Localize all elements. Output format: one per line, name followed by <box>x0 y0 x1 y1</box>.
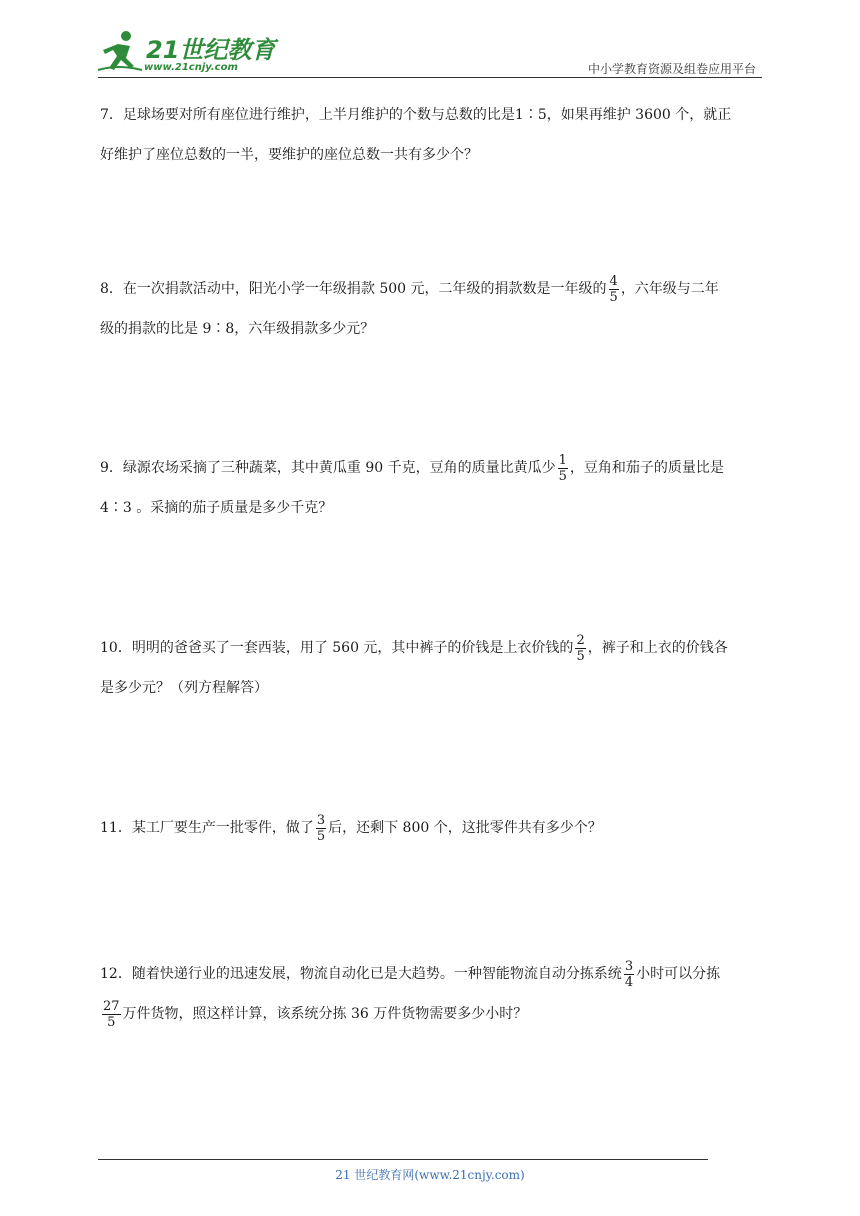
page-header <box>0 0 860 82</box>
question-10-line-1 <box>100 628 764 668</box>
question-12-text-a: 12．随着快递行业的迅速发展，物流自动化已是大趋势。一种智能物流自动分拣系统 <box>100 966 622 982</box>
question-7 <box>100 95 764 175</box>
question-12-text-c: 万件货物，照这样计算，该系统分拣 36 万件货物需要多少小时？ <box>122 1006 528 1022</box>
fraction-numerator: 2 <box>576 632 585 648</box>
header-slogan: 中小学教育资源及组卷应用平台 <box>587 62 756 76</box>
question-11-text-b: 后，还剩下 800 个，这批零件共有多少个？ <box>328 820 602 836</box>
fraction <box>316 813 326 844</box>
fraction-numerator: 4 <box>609 273 618 289</box>
question-11-text-a: 11．某工厂要生产一批零件，做了 <box>100 820 314 836</box>
question-10-text-b: ，裤子和上衣的价钱各 <box>587 640 728 656</box>
fraction-denominator: 5 <box>558 468 567 484</box>
fraction-denominator: 4 <box>624 974 634 990</box>
fraction <box>609 274 619 305</box>
question-9-text-b: ，豆角和茄子的质量比是 <box>569 460 724 476</box>
fraction-denominator: 5 <box>609 289 618 305</box>
runner-logo-icon <box>96 30 146 74</box>
fraction-numerator: 3 <box>316 812 326 828</box>
question-11 <box>100 808 764 848</box>
logo-url: www.21cnjy.com <box>144 62 238 73</box>
question-7-line-1: 7．足球场要对所有座位进行维护，上半月维护的个数与总数的比是1∶5，如果再维护 3600 个，就正 <box>100 107 732 123</box>
question-8-line-1 <box>100 269 764 309</box>
fraction-denominator: 5 <box>316 828 326 844</box>
question-12-line-1 <box>100 954 764 994</box>
footer-divider <box>98 1159 708 1160</box>
question-8-text-b: ，六年级与二年 <box>620 281 719 297</box>
question-7-line-2: 好维护了座位总数的一半，要维护的座位总数一共有多少个？ <box>100 147 478 163</box>
question-10 <box>100 628 764 708</box>
question-9-line-2: 4∶3 。采摘的茄子质量是多少千克？ <box>100 500 333 516</box>
footer-text: 21 世纪教育网(www.21cnjy.com) <box>335 1168 525 1182</box>
fraction-denominator: 5 <box>107 1014 116 1030</box>
logo-text: 21世纪教育 <box>146 36 276 64</box>
question-12-line-2 <box>100 994 764 1034</box>
fraction-numerator: 27 <box>103 998 120 1014</box>
question-10-line-2: 是多少元？（列方程解答） <box>100 680 268 696</box>
question-12 <box>100 954 764 1034</box>
question-9-line-1 <box>100 448 764 488</box>
question-8 <box>100 269 764 349</box>
fraction-numerator: 1 <box>558 452 567 468</box>
fraction <box>575 633 585 664</box>
question-11-line-1 <box>100 808 764 848</box>
logo <box>96 30 276 78</box>
question-9 <box>100 448 764 528</box>
question-10-text-a: 10．明明的爸爸买了一套西装，用了 560 元，其中裤子的价钱是上衣价钱的 <box>100 640 574 656</box>
fraction <box>558 453 568 484</box>
question-12-text-b: 小时可以分拣 <box>636 966 721 982</box>
fraction-denominator: 5 <box>576 648 585 664</box>
question-8-line-2: 级的捐款的比是 9∶8，六年级捐款多少元？ <box>100 321 375 337</box>
fraction <box>624 959 634 990</box>
fraction <box>102 999 121 1030</box>
question-9-text-a: 9．绿源农场采摘了三种蔬菜，其中黄瓜重 90 千克，豆角的质量比黄瓜少 <box>100 460 556 476</box>
question-8-text-a: 8．在一次捐款活动中，阳光小学一年级捐款 500 元，二年级的捐款数是一年级的 <box>100 281 607 297</box>
header-divider <box>98 77 762 78</box>
fraction-numerator: 3 <box>624 958 634 974</box>
